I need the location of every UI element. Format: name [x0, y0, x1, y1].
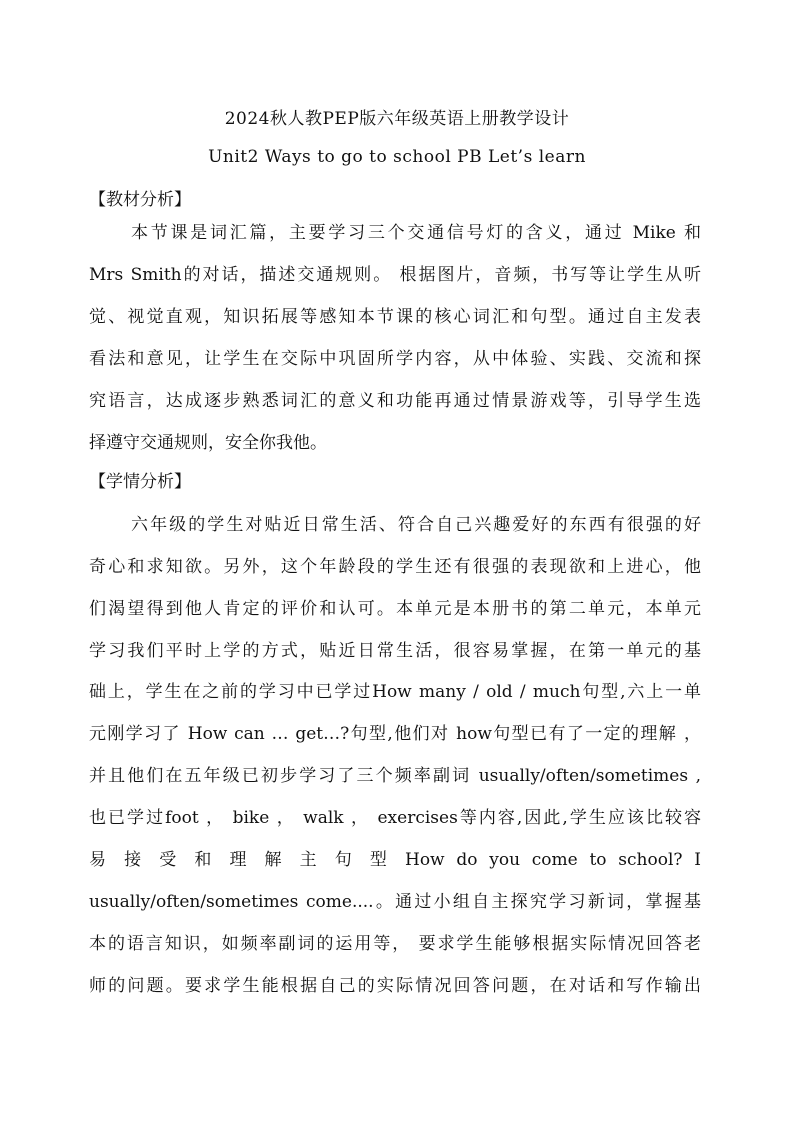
paragraph-line: 看法和意见，让学生在交际中巩固所学内容，从中体验、实践、交流和探 [89, 349, 701, 369]
document-title: 2024秋人教PEP版六年级英语上册教学设计 [224, 109, 570, 129]
paragraph-line: 择遵守交通规则，安全你我他。 [89, 433, 327, 453]
paragraph-line: 本的语言知识，如频率副词的运用等， 要求学生能够根据实际情况回答老 [89, 934, 701, 954]
paragraph-line: 究语言，达成逐步熟悉词汇的意义和功能再通过情景游戏等，引导学生选 [89, 391, 701, 411]
paragraph-line: 奇心和求知欲。另外，这个年龄段的学生还有很强的表现欲和上进心，他 [89, 557, 701, 577]
paragraph-line: 六年级的学生对贴近日常生活、符合自己兴趣爱好的东西有很强的好 [131, 515, 701, 535]
document-subtitle: Unit2 Ways to go to school PB Let’s learn [208, 147, 586, 167]
paragraph-line: 们渴望得到他人肯定的评价和认可。本单元是本册书的第二单元，本单元 [89, 599, 701, 619]
section-heading-textbook-analysis: 【教材分析】 [89, 190, 191, 210]
paragraph-line: 本节课是词汇篇，主要学习三个交通信号灯的含义，通过 Mike 和 [131, 223, 701, 243]
paragraph-line: 学习我们平时上学的方式，贴近日常生活，很容易掌握，在第一单元的基 [89, 641, 701, 661]
paragraph-line: usually/often/sometimes come....。通过小组自主探究学习新词，掌握基 [89, 892, 701, 912]
paragraph-line: 也已学过foot ， bike ， walk ， exercises等内容,因此,学生应该比较容 [89, 808, 701, 828]
paragraph-line: 易 接 受 和 理 解 主 句 型 How do you come to school? I [89, 850, 701, 870]
paragraph-line: 并且他们在五年级已初步学习了三个频率副词 usually/often/sometimes , [89, 766, 701, 786]
paragraph-line: 础上，学生在之前的学习中已学过How many / old / much句型,六上一单 [89, 682, 701, 702]
paragraph-line: 元刚学习了 How can … get…?句型,他们对 how句型已有了一定的理解 ， [89, 724, 701, 744]
paragraph-line: 师的问题。要求学生能根据自己的实际情况回答问题，在对话和写作输出 [89, 976, 701, 996]
section-heading-learner-analysis: 【学情分析】 [89, 472, 191, 492]
paragraph-line: 觉、视觉直观，知识拓展等感知本节课的核心词汇和句型。通过自主发表 [89, 307, 701, 327]
paragraph-line: Mrs Smith的对话，描述交通规则。 根据图片，音频，书写等让学生从听 [89, 265, 701, 285]
